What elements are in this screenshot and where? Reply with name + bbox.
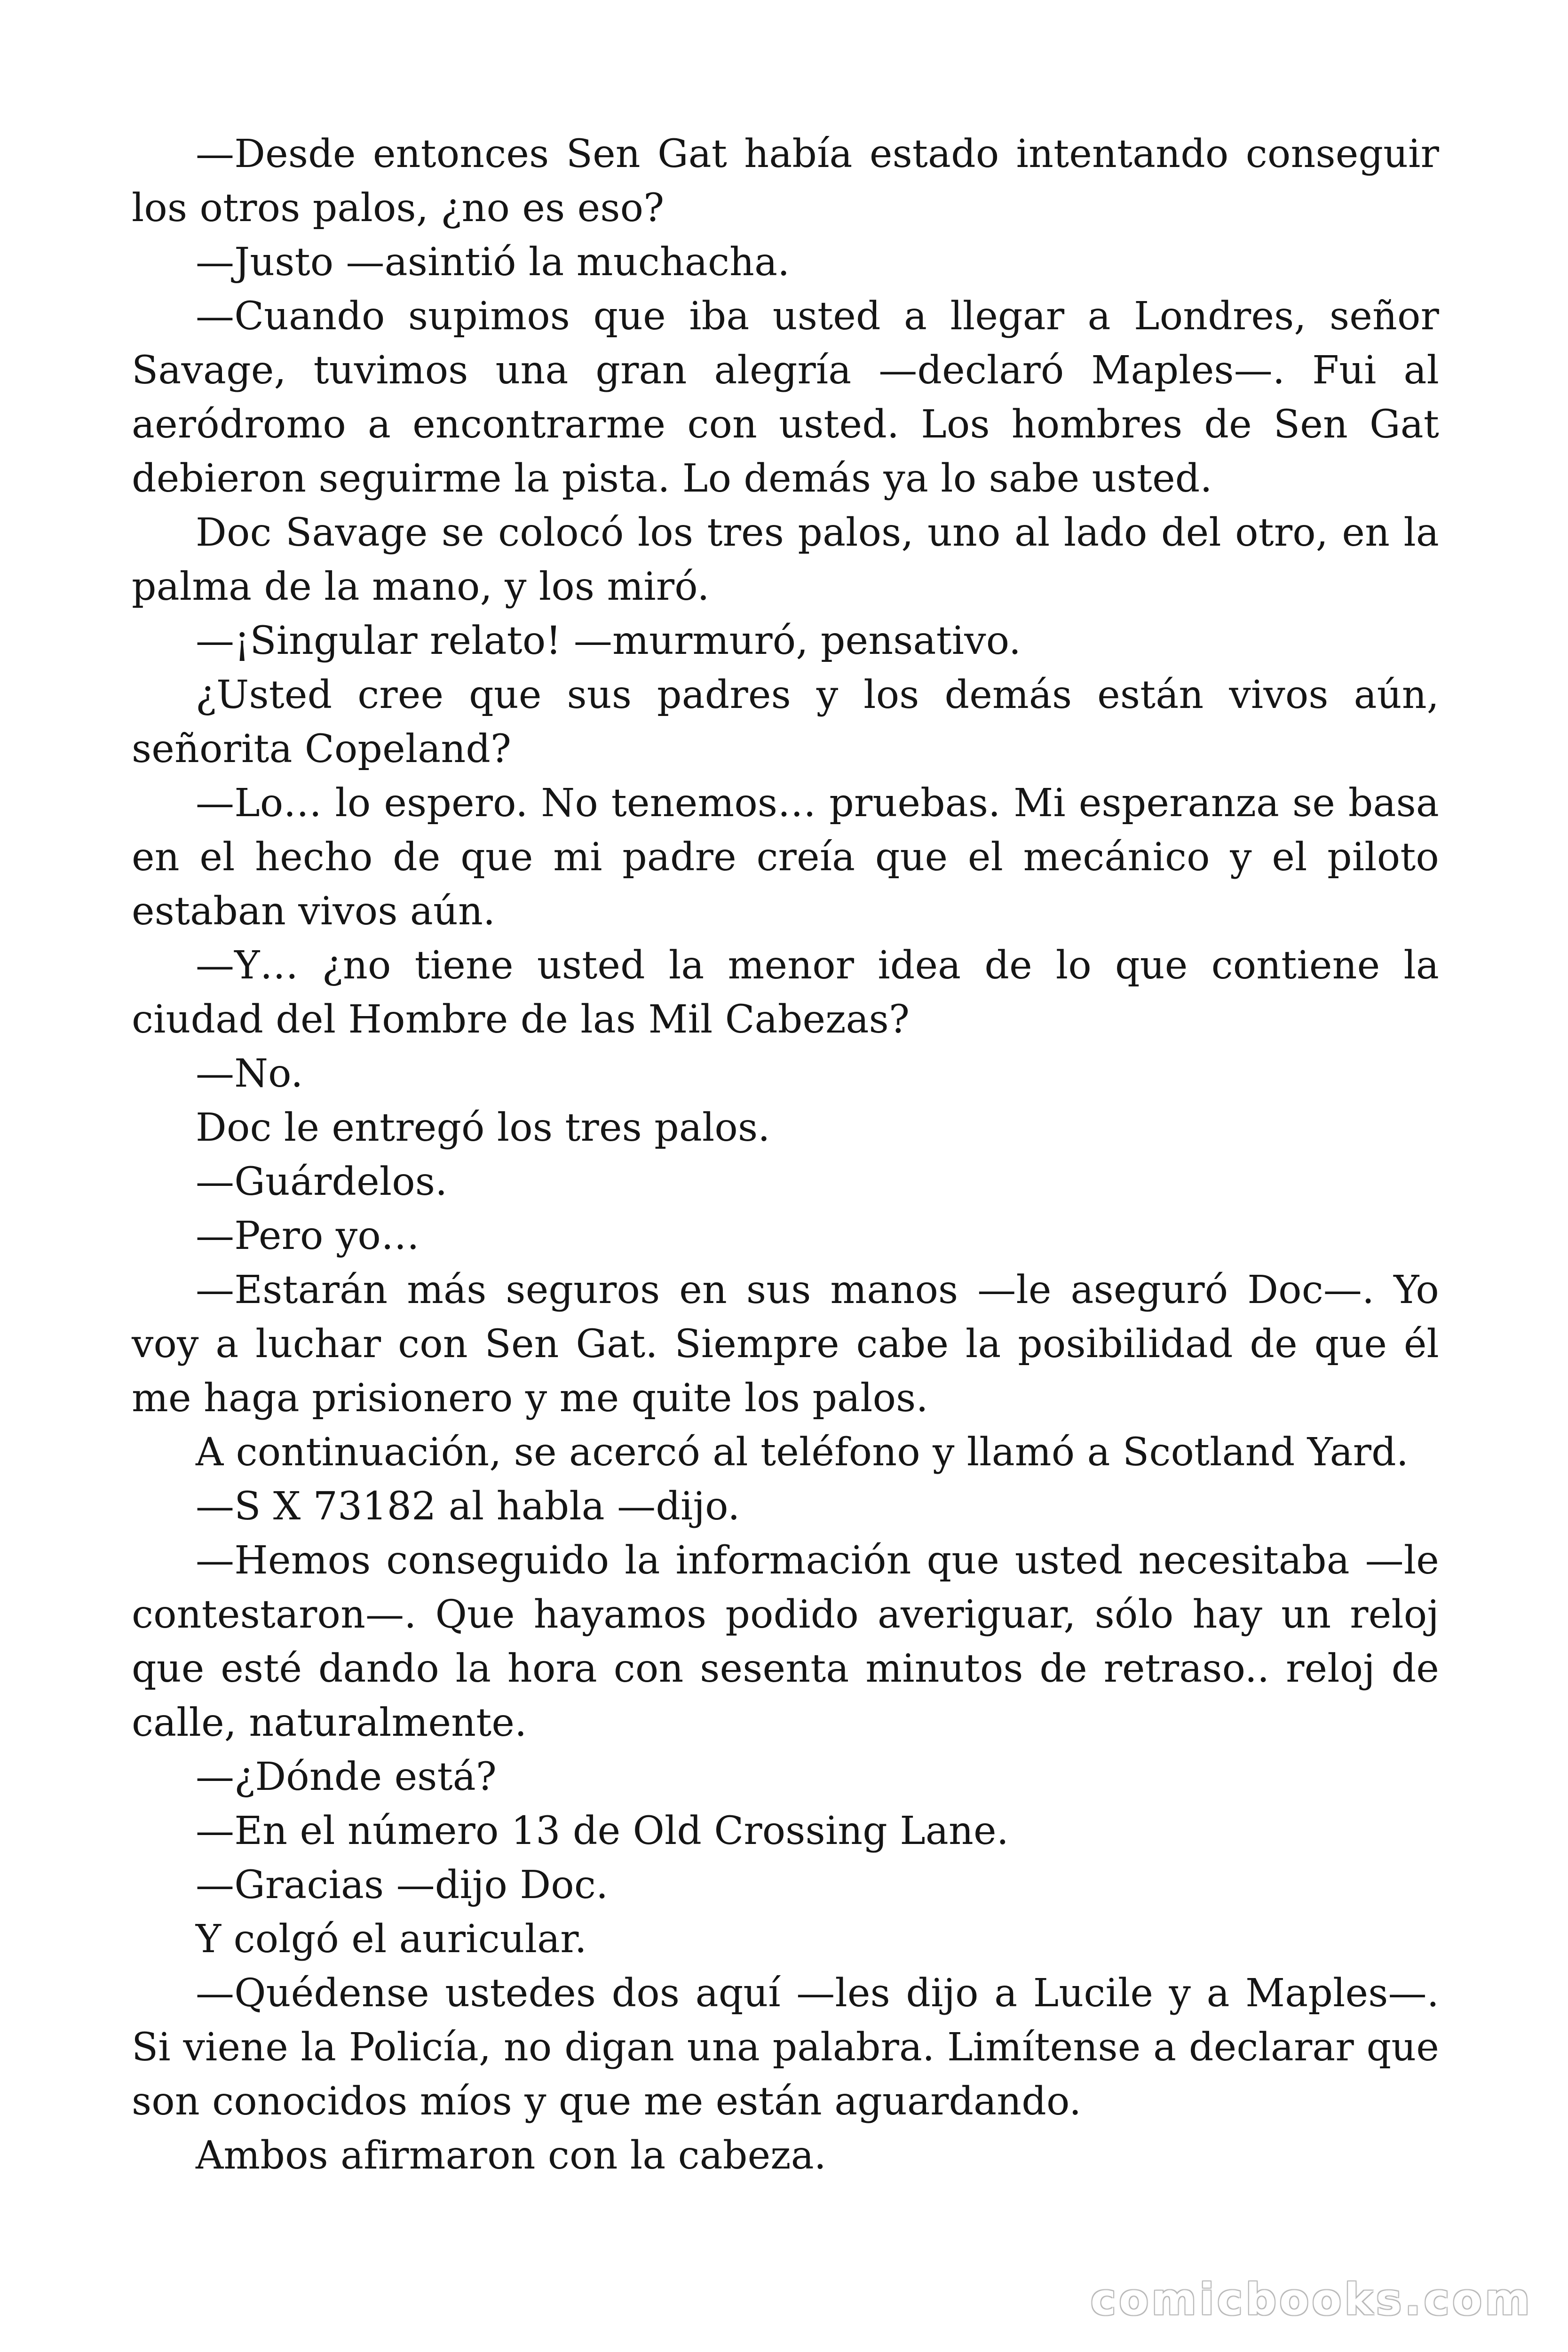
paragraph: Y colgó el auricular. (196, 1917, 587, 1962)
paragraph: —¿Dónde está? (196, 1755, 497, 1799)
paragraph: —Estarán más seguros en sus manos —le aseguró Doc—. Yo voy a luchar con Sen Gat. Siempre cabe la posibilidad de que él me haga prisionero y me quite los palos. (132, 1268, 1439, 1421)
paragraph: —No. (196, 1051, 303, 1096)
paragraph: —Guárdelos. (196, 1160, 448, 1204)
paragraph: —Hemos conseguido la información que usted necesitaba —le contestaron—. Que hayamos podido averiguar, sólo hay un reloj que esté dando la hora con sesenta minutos de retraso.. reloj de calle, naturalmente. (132, 1538, 1439, 1745)
paragraph: —S X 73182 al habla —dijo. (196, 1484, 740, 1529)
paragraph: ¿Usted cree que sus padres y los demás están vivos aún, señorita Copeland? (132, 673, 1439, 771)
book-page-text (132, 127, 1439, 2183)
paragraph: —En el número 13 de Old Crossing Lane. (196, 1809, 1009, 1853)
paragraph: Ambos afirmaron con la cabeza. (196, 2133, 827, 2178)
paragraph: —Justo —asintió la muchacha. (196, 240, 790, 285)
paragraph: Doc Savage se colocó los tres palos, uno al lado del otro, en la palma de la mano, y los miró. (132, 510, 1439, 609)
paragraph: —Gracias —dijo Doc. (196, 1863, 609, 1907)
paragraph: A continuación, se acercó al teléfono y llamó a Scotland Yard. (196, 1430, 1409, 1475)
paragraph: Doc le entregó los tres palos. (196, 1105, 770, 1150)
paragraph: —¡Singular relato! —murmuró, pensativo. (196, 619, 1022, 663)
paragraph: —Quédense ustedes dos aquí —les dijo a Lucile y a Maples—. Si viene la Policía, no digan una palabra. Limítense a declarar que son conocidos míos y que me están aguardando. (132, 1971, 1439, 2124)
paragraph: —Desde entonces Sen Gat había estado intentando conseguir los otros palos, ¿no es eso? (132, 132, 1439, 230)
paragraph: —Y… ¿no tiene usted la menor idea de lo que contiene la ciudad del Hombre de las Mil Cabezas? (132, 943, 1439, 1042)
paragraph: —Pero yo… (196, 1214, 420, 1258)
paragraph: —Lo… lo espero. No tenemos… pruebas. Mi esperanza se basa en el hecho de que mi padre creía que el mecánico y el piloto estaban vivos aún. (132, 781, 1439, 934)
watermark-text: comicbooks.com (1090, 2274, 1533, 2325)
paragraph: —Cuando supimos que iba usted a llegar a Londres, señor Savage, tuvimos una gran alegría —declaró Maples—. Fui al aeródromo a encontrarme con usted. Los hombres de Sen Gat debieron seguirme la pista. Lo demás ya lo sabe usted. (132, 294, 1439, 501)
